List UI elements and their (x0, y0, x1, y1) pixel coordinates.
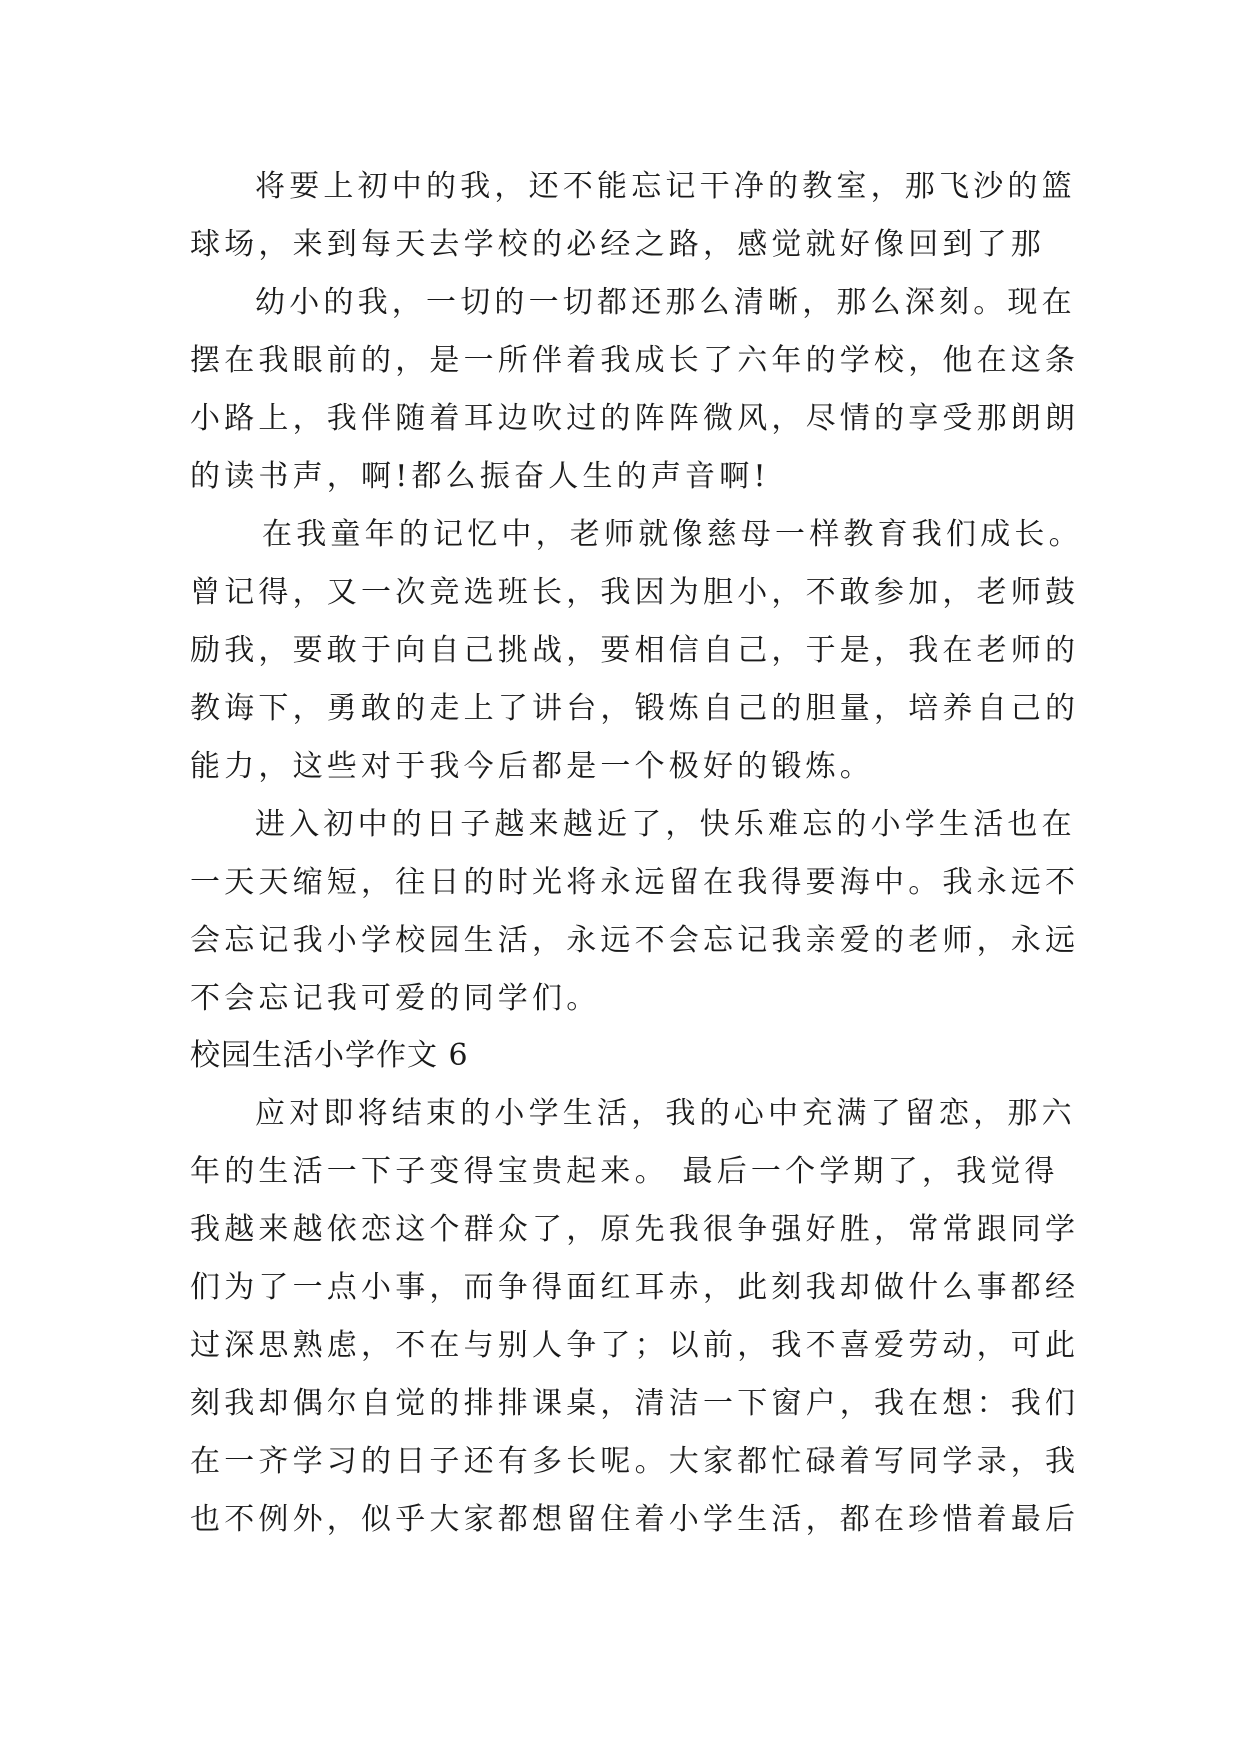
text-line: 刻我却偶尔自觉的排排课桌，清洁一下窗户，我在想：我们 (190, 1386, 1080, 1421)
text-line: 曾记得，又一次竞选班长，我因为胆小，不敢参加，老师鼓 (190, 575, 1080, 610)
text-line: 球场，来到每天去学校的必经之路，感觉就好像回到了那 (190, 227, 1045, 262)
text-line: 在一齐学习的日子还有多长呢。大家都忙碌着写同学录，我 (190, 1444, 1080, 1479)
text-line: 过深思熟虑，不在与别人争了；以前，我不喜爱劳动，可此 (190, 1328, 1080, 1363)
text-line: 能力，这些对于我今后都是一个极好的锻炼。 (190, 749, 874, 784)
text-line: 幼小的我，一切的一切都还那么清晰，那么深刻。现在 (255, 285, 1076, 320)
text-line: 一天天缩短，往日的时光将永远留在我得要海中。我永远不 (190, 865, 1080, 900)
text-line: 不会忘记我可爱的同学们。 (190, 981, 601, 1016)
text-line: 将要上初中的我，还不能忘记干净的教室，那飞沙的篮 (255, 169, 1076, 204)
text-line: 会忘记我小学校园生活，永远不会忘记我亲爱的老师，永远 (190, 923, 1080, 958)
text-line: 在我童年的记忆中，老师就像慈母一样教育我们成长。 (262, 517, 1083, 552)
text-line: 进入初中的日子越来越近了，快乐难忘的小学生活也在 (255, 807, 1076, 842)
text-line: 励我，要敢于向自己挑战，要相信自己，于是，我在老师的 (190, 633, 1080, 668)
text-line: 年的生活一下子变得宝贵起来。 最后一个学期了，我觉得 (190, 1154, 1059, 1189)
text-line: 也不例外，似乎大家都想留住着小学生活，都在珍惜着最后 (190, 1502, 1080, 1537)
text-line: 我越来越依恋这个群众了，原先我很争强好胜，常常跟同学 (190, 1212, 1080, 1247)
text-line: 摆在我眼前的，是一所伴着我成长了六年的学校，他在这条 (190, 343, 1080, 378)
text-line: 教诲下，勇敢的走上了讲台，锻炼自己的胆量，培养自己的 (190, 691, 1080, 726)
text-line: 应对即将结束的小学生活，我的心中充满了留恋，那六 (255, 1096, 1076, 1131)
text-line: 的读书声，啊!都么振奋人生的声音啊! (190, 459, 770, 494)
section-heading: 校园生活小学作文 6 (190, 1038, 469, 1073)
text-line: 们为了一点小事，而争得面红耳赤，此刻我却做什么事都经 (190, 1270, 1080, 1305)
text-line: 小路上，我伴随着耳边吹过的阵阵微风，尽情的享受那朗朗 (190, 401, 1080, 436)
